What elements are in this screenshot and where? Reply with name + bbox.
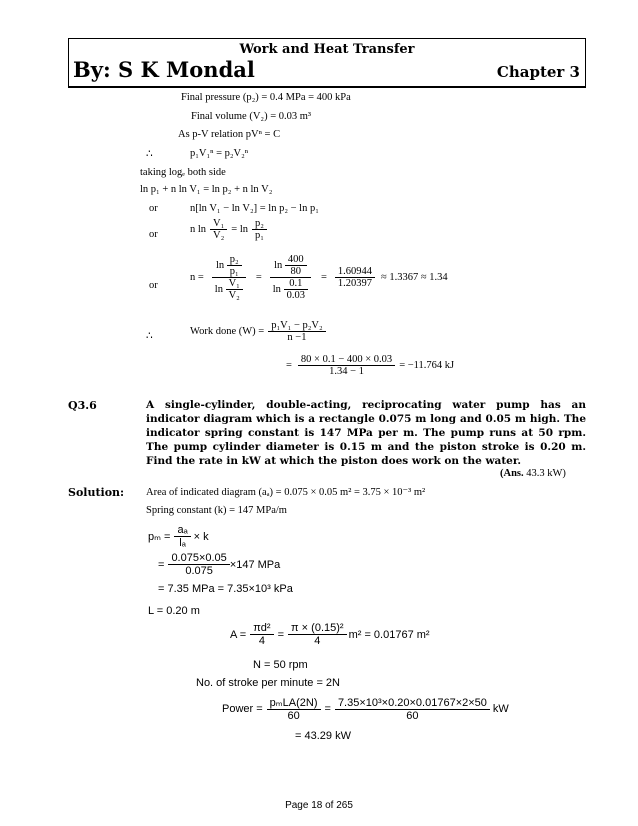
fraction-p2-p1: $\frac{\text{p₂}}{\text{p₁}}$ <box>252 218 267 241</box>
or-equation-1: n[ln V₁ − ln V₂] = ln p₂ − ln p₁ <box>190 203 319 214</box>
question-label: Q3.6 <box>68 399 97 412</box>
or-label-3: or <box>149 280 158 291</box>
work-done-equation: Work done (W) = $\frac{\text{p₁V₁ − p₂V₂}}{n -1}$ <box>190 320 326 343</box>
n-fraction-decimal: $\frac{1.60944}{1.20397}$ <box>335 266 375 289</box>
pv-relation-line: As p-V relation pVⁿ = C <box>178 129 281 140</box>
taking-log-line: taking logₑ both side <box>140 167 226 178</box>
pm-substitution: = $\frac{0.075\times 0.05}{0.075}$ ×147 MPa <box>158 552 281 577</box>
rpm-line: N = 50 rpm <box>253 659 308 671</box>
power-formula: Power = $\frac{\text{pₘLA(2N)}}{60}$ = $\frac{\text{7.35×10³×0.20×0.01767×2×50}}{60}$ kW <box>222 696 509 722</box>
final-volume-line: Final volume (V₂) = 0.03 m³ <box>191 111 312 122</box>
therefore-symbol: ∴ <box>146 149 153 160</box>
solution-label: Solution: <box>68 486 125 499</box>
header-author: By: S K Mondal <box>73 57 255 82</box>
or-equation-2 <box>190 218 267 241</box>
or-label-1: or <box>149 203 158 214</box>
question-text: A single-cylinder, double-acting, reciprocating water pump has an indicator diagram which is a rectangle 0.075 m long and 0.05 m high. The indicator spring constant is 147 MPa per m. The pump runs at 50 rpm. The pump cylinder diameter is 0.15 m and the piston stroke is 0.20 m. Find the rate in kW at which the piston does work on the water. <box>146 399 586 467</box>
question-answer: (Ans. 43.3 kW) <box>500 468 566 479</box>
fraction-v1-v2: $\frac{\text{V₁}}{\text{V₂}}$ <box>210 218 227 241</box>
area-formula: A = $\frac{\text{πd²}}{4}$ = $\frac{\text{π × (0.15)²}}{4}$ m² = 0.01767 m² <box>230 622 430 647</box>
n-result: ≈ 1.3367 ≈ 1.34 <box>380 272 448 283</box>
power-result: = 43.29 kW <box>295 730 351 742</box>
strokes-line: No. of stroke per minute = 2N <box>196 677 340 689</box>
n-equation: n = ln $\frac{\text{p₂}}{\text{p₁}}$ ln $\frac{\text{V₁}}{\text{V₂}}$ = ln $\frac{400}{80}$ ln $\frac{0.1}{0.03}$ = $\frac{1.60944}{1.20397}$ ≈ 1.3367 ≈ 1.34 <box>190 254 448 301</box>
stroke-length: L = 0.20 m <box>148 605 200 617</box>
pm-formula: pₘ = $\frac{\text{aₐ}}{\text{lₐ}}$ × k <box>148 524 209 549</box>
spring-constant-line: Spring constant (k) = 147 MPa/m <box>146 505 287 516</box>
p1v1-equation: p₁V₁ⁿ = p₂V₂ⁿ <box>190 148 249 159</box>
or2-mid: = ln <box>231 224 249 235</box>
area-line: Area of indicated diagram (aₐ) = 0.075 × 0.05 m² = 3.75 × 10⁻³ m² <box>146 487 426 498</box>
work-done-calculation: = $\frac{80 \times 0.1 - 400 \times 0.03}{1.34 - 1}$ = −11.764 kJ <box>286 354 455 377</box>
page-footer: Page 18 of 265 <box>285 800 353 811</box>
or-label-2: or <box>149 229 158 240</box>
header-chapter: Chapter 3 <box>496 63 580 81</box>
n-fraction-symbolic: ln $\frac{\text{p₂}}{\text{p₁}}$ ln $\frac{\text{V₁}}{\text{V₂}}$ <box>212 254 246 301</box>
page-header <box>68 38 586 88</box>
therefore-symbol-2: ∴ <box>146 331 153 342</box>
or2-lhs: n ln <box>190 224 207 235</box>
ln-equation: ln p₁ + n ln V₁ = ln p₂ + n ln V₂ <box>140 184 273 195</box>
pm-result: = 7.35 MPa = 7.35×10³ kPa <box>158 583 293 595</box>
work-done-result: = −11.764 kJ <box>399 360 455 371</box>
header-title: Work and Heat Transfer <box>239 42 415 57</box>
n-fraction-numeric: ln $\frac{400}{80}$ ln $\frac{0.1}{0.03}$ <box>270 254 311 301</box>
final-pressure-line: Final pressure (p₂) = 0.4 MPa = 400 kPa <box>181 92 351 103</box>
